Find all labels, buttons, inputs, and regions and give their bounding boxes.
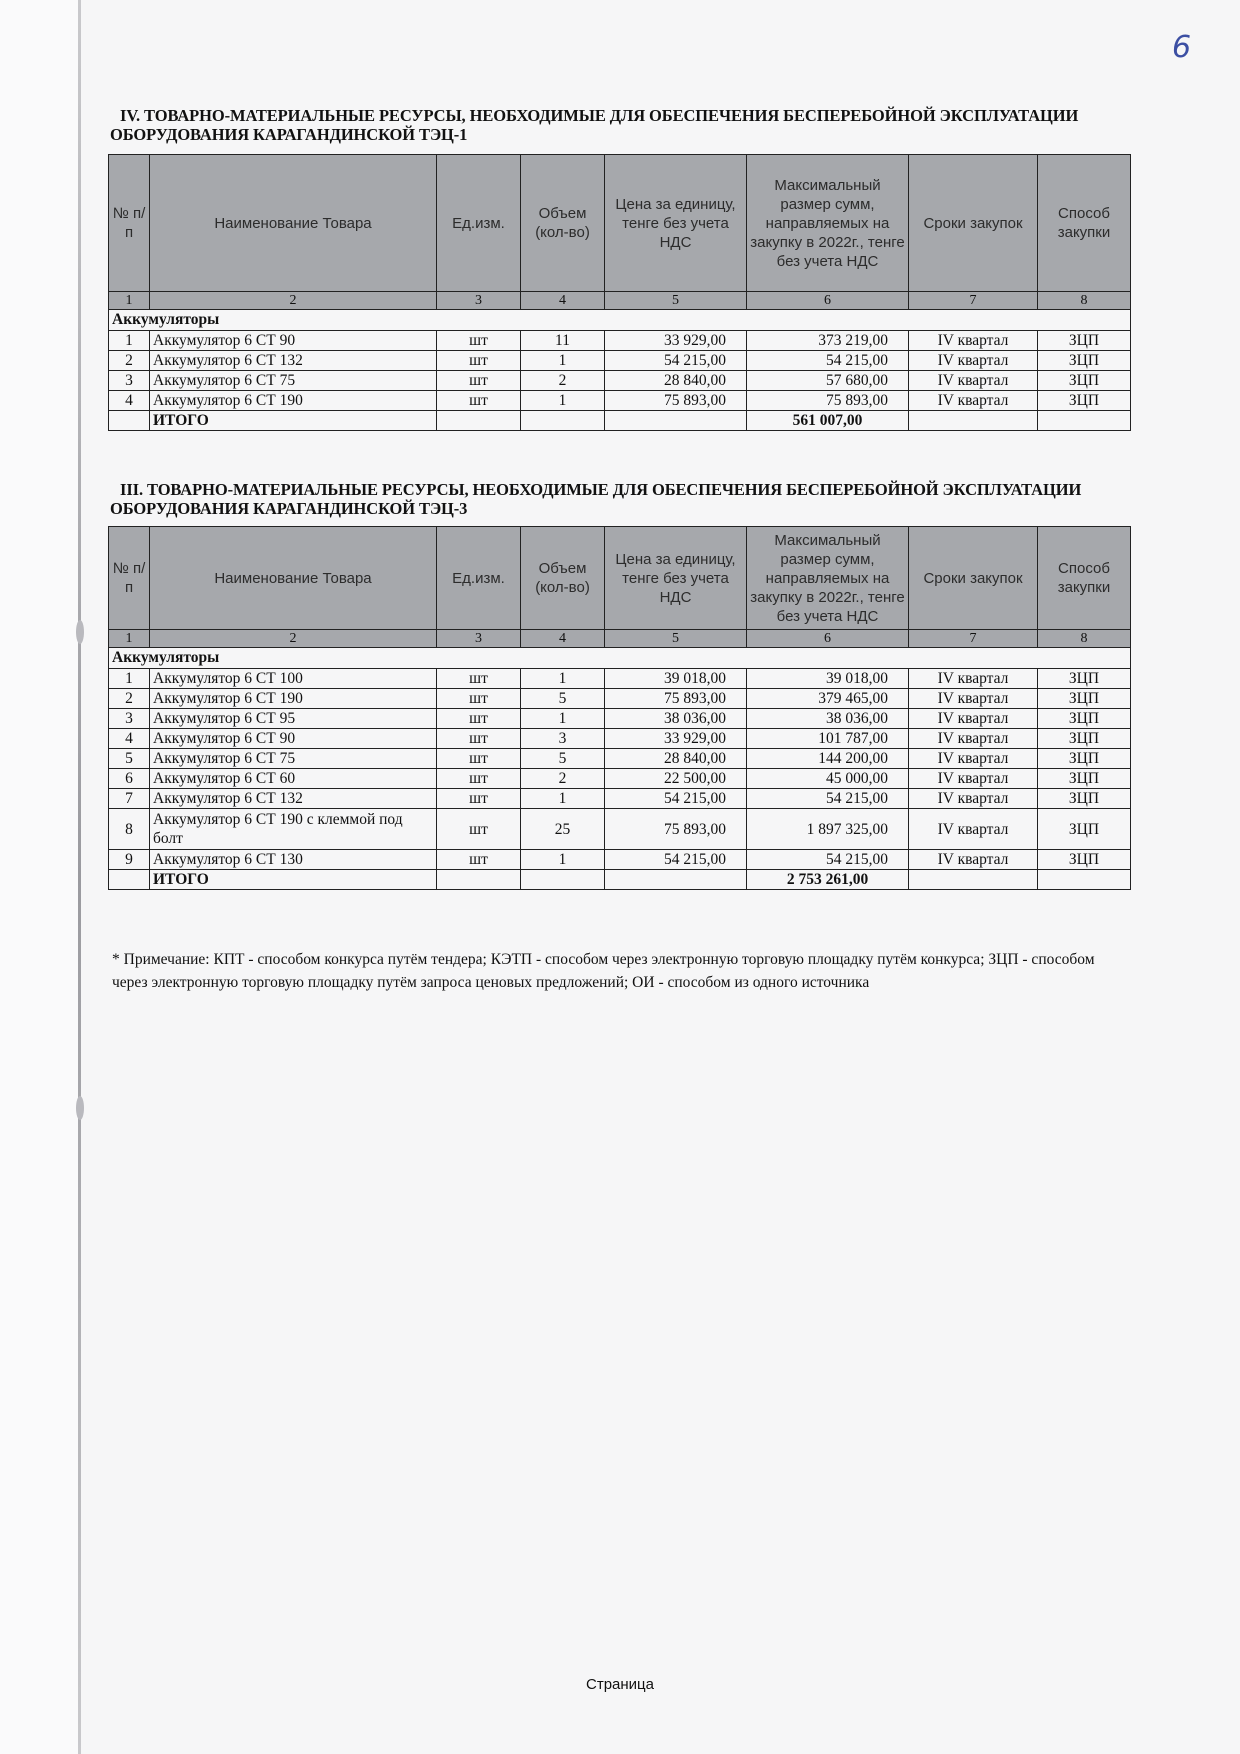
column-number: 3 <box>437 630 521 648</box>
cell-sum: 101 787,00 <box>747 729 909 749</box>
empty-cell <box>909 870 1038 890</box>
cell-price: 33 929,00 <box>605 729 747 749</box>
total-value: 2 753 261,00 <box>747 870 909 890</box>
empty-cell <box>521 870 605 890</box>
column-number: 7 <box>909 630 1038 648</box>
cell-method: ЗЦП <box>1038 669 1131 689</box>
cell-sum: 75 893,00 <box>747 391 909 411</box>
handwritten-page-number: 6 <box>1172 30 1192 65</box>
cell-no: 4 <box>109 729 150 749</box>
cell-term: IV квартал <box>909 789 1038 809</box>
total-label: ИТОГО <box>150 411 437 431</box>
cell-price: 75 893,00 <box>605 391 747 411</box>
cell-qty: 25 <box>521 809 605 850</box>
cell-term: IV квартал <box>909 689 1038 709</box>
total-value: 561 007,00 <box>747 411 909 431</box>
col-header-terms: Сроки закупок <box>909 527 1038 630</box>
cell-sum: 39 018,00 <box>747 669 909 689</box>
cell-qty: 1 <box>521 709 605 729</box>
cell-method: ЗЦП <box>1038 789 1131 809</box>
cell-name: Аккумулятор 6 СТ 100 <box>150 669 437 689</box>
cell-no: 2 <box>109 351 150 371</box>
table2-header-row <box>109 527 1131 630</box>
group-row <box>109 310 1131 331</box>
cell-qty: 2 <box>521 769 605 789</box>
cell-no: 8 <box>109 809 150 850</box>
cell-name: Аккумулятор 6 СТ 75 <box>150 371 437 391</box>
cell-term: IV квартал <box>909 769 1038 789</box>
page-margin <box>0 0 78 1754</box>
total-label: ИТОГО <box>150 870 437 890</box>
cell-sum: 45 000,00 <box>747 769 909 789</box>
cell-no: 5 <box>109 749 150 769</box>
empty-cell <box>437 411 521 431</box>
table-row <box>109 709 1131 729</box>
column-number: 8 <box>1038 630 1131 648</box>
col-header-unit: Ед.изм. <box>437 155 521 292</box>
cell-no: 6 <box>109 769 150 789</box>
cell-term: IV квартал <box>909 850 1038 870</box>
cell-method: ЗЦП <box>1038 749 1131 769</box>
col-header-price: Цена за единицу, тенге без учета НДС <box>605 527 747 630</box>
cell-sum: 54 215,00 <box>747 351 909 371</box>
column-number: 5 <box>605 630 747 648</box>
cell-term: IV квартал <box>909 729 1038 749</box>
table-row <box>109 769 1131 789</box>
cell-unit: шт <box>437 749 521 769</box>
col-header-qty: Объем (кол-во) <box>521 155 605 292</box>
cell-method: ЗЦП <box>1038 709 1131 729</box>
page-edge <box>78 0 81 1754</box>
punch-hole <box>76 620 84 644</box>
cell-price: 75 893,00 <box>605 689 747 709</box>
cell-term: IV квартал <box>909 331 1038 351</box>
col-header-unit: Ед.изм. <box>437 527 521 630</box>
cell-qty: 5 <box>521 689 605 709</box>
column-number: 3 <box>437 292 521 310</box>
cell-price: 54 215,00 <box>605 351 747 371</box>
cell-name: Аккумулятор 6 СТ 90 <box>150 331 437 351</box>
cell-price: 22 500,00 <box>605 769 747 789</box>
cell-qty: 1 <box>521 351 605 371</box>
cell-unit: шт <box>437 391 521 411</box>
empty-cell <box>1038 411 1131 431</box>
column-number: 6 <box>747 630 909 648</box>
empty-cell <box>1038 870 1131 890</box>
cell-unit: шт <box>437 371 521 391</box>
cell-term: IV квартал <box>909 351 1038 371</box>
column-number: 2 <box>150 630 437 648</box>
cell-name: Аккумулятор 6 СТ 132 <box>150 789 437 809</box>
cell-name: Аккумулятор 6 СТ 190 <box>150 391 437 411</box>
empty-cell <box>605 870 747 890</box>
cell-no: 9 <box>109 850 150 870</box>
table1-title: IV. ТОВАРНО-МАТЕРИАЛЬНЫЕ РЕСУРСЫ, НЕОБХОДИМЫЕ ДЛЯ ОБЕСПЕЧЕНИЯ БЕСПЕРЕБОЙНОЙ ЭКСПЛУАТАЦИИ ОБОРУДОВАНИЯ КАРАГАНДИНСКОЙ ТЭЦ-1 <box>110 106 1079 144</box>
column-number: 1 <box>109 630 150 648</box>
group-row <box>109 648 1131 669</box>
cell-no: 7 <box>109 789 150 809</box>
table-row <box>109 809 1131 850</box>
cell-unit: шт <box>437 769 521 789</box>
cell-price: 54 215,00 <box>605 850 747 870</box>
empty-cell <box>437 870 521 890</box>
cell-term: IV квартал <box>909 391 1038 411</box>
cell-unit: шт <box>437 331 521 351</box>
col-header-qty: Объем (кол-во) <box>521 527 605 630</box>
cell-qty: 1 <box>521 789 605 809</box>
cell-no: 1 <box>109 331 150 351</box>
cell-sum: 38 036,00 <box>747 709 909 729</box>
cell-name: Аккумулятор 6 СТ 95 <box>150 709 437 729</box>
cell-method: ЗЦП <box>1038 809 1131 850</box>
cell-sum: 373 219,00 <box>747 331 909 351</box>
cell-name: Аккумулятор 6 СТ 130 <box>150 850 437 870</box>
cell-qty: 2 <box>521 371 605 391</box>
group-label: Аккумуляторы <box>109 310 1131 331</box>
cell-method: ЗЦП <box>1038 331 1131 351</box>
table2-title: III. ТОВАРНО-МАТЕРИАЛЬНЫЕ РЕСУРСЫ, НЕОБХОДИМЫЕ ДЛЯ ОБЕСПЕЧЕНИЯ БЕСПЕРЕБОЙНОЙ ЭКСПЛУАТАЦИИ ОБОРУДОВАНИЯ КАРАГАНДИНСКОЙ ТЭЦ-3 <box>110 480 1082 518</box>
cell-sum: 54 215,00 <box>747 850 909 870</box>
cell-qty: 11 <box>521 331 605 351</box>
table-row <box>109 391 1131 411</box>
cell-unit: шт <box>437 689 521 709</box>
cell-sum: 144 200,00 <box>747 749 909 769</box>
table-row <box>109 749 1131 769</box>
cell-method: ЗЦП <box>1038 729 1131 749</box>
col-header-name: Наименование Товара <box>150 527 437 630</box>
cell-no: 2 <box>109 689 150 709</box>
punch-hole <box>76 1096 84 1120</box>
cell-sum: 379 465,00 <box>747 689 909 709</box>
column-number: 6 <box>747 292 909 310</box>
column-number: 2 <box>150 292 437 310</box>
cell-unit: шт <box>437 850 521 870</box>
cell-term: IV квартал <box>909 749 1038 769</box>
cell-sum: 1 897 325,00 <box>747 809 909 850</box>
table-row <box>109 729 1131 749</box>
col-header-terms: Сроки закупок <box>909 155 1038 292</box>
cell-price: 28 840,00 <box>605 749 747 769</box>
cell-term: IV квартал <box>909 371 1038 391</box>
column-number: 4 <box>521 292 605 310</box>
col-header-max-sum: Максимальный размер сумм, направляемых на закупку в 2022г., тенге без учета НДС <box>747 155 909 292</box>
cell-term: IV квартал <box>909 709 1038 729</box>
cell-no: 4 <box>109 391 150 411</box>
cell-qty: 3 <box>521 729 605 749</box>
column-number-row <box>109 292 1131 310</box>
group-label: Аккумуляторы <box>109 648 1131 669</box>
table1 <box>108 154 1131 431</box>
cell-term: IV квартал <box>909 809 1038 850</box>
empty-cell <box>909 411 1038 431</box>
cell-unit: шт <box>437 669 521 689</box>
cell-no: 3 <box>109 371 150 391</box>
cell-method: ЗЦП <box>1038 689 1131 709</box>
col-header-method: Способ закупки <box>1038 155 1131 292</box>
empty-cell <box>521 411 605 431</box>
cell-price: 39 018,00 <box>605 669 747 689</box>
col-header-name: Наименование Товара <box>150 155 437 292</box>
column-number: 7 <box>909 292 1038 310</box>
table-row <box>109 669 1131 689</box>
cell-unit: шт <box>437 709 521 729</box>
cell-qty: 1 <box>521 391 605 411</box>
column-number: 5 <box>605 292 747 310</box>
cell-name: Аккумулятор 6 СТ 60 <box>150 769 437 789</box>
cell-name: Аккумулятор 6 СТ 190 с клеммой под болт <box>150 809 437 850</box>
column-number: 4 <box>521 630 605 648</box>
cell-sum: 57 680,00 <box>747 371 909 391</box>
cell-no: 3 <box>109 709 150 729</box>
cell-name: Аккумулятор 6 СТ 132 <box>150 351 437 371</box>
cell-name: Аккумулятор 6 СТ 75 <box>150 749 437 769</box>
cell-qty: 1 <box>521 850 605 870</box>
cell-method: ЗЦП <box>1038 769 1131 789</box>
col-header-max-sum: Максимальный размер сумм, направляемых на закупку в 2022г., тенге без учета НДС <box>747 527 909 630</box>
page-footer: Страница <box>586 1676 654 1693</box>
col-header-no: № п/п <box>109 155 150 292</box>
table-row <box>109 789 1131 809</box>
footnote: * Примечание: КПТ - способом конкурса путём тендера; КЭТП - способом через электронную торговую площадку путём конкурса; ЗЦП - способом через электронную торговую площадку путём запроса ценовых предложений; ОИ - способом из одного источника <box>112 951 1095 991</box>
table-row <box>109 351 1131 371</box>
table2 <box>108 526 1131 890</box>
cell-unit: шт <box>437 351 521 371</box>
table-row <box>109 331 1131 351</box>
empty-cell <box>109 411 150 431</box>
empty-cell <box>109 870 150 890</box>
cell-term: IV квартал <box>909 669 1038 689</box>
cell-unit: шт <box>437 789 521 809</box>
table-row <box>109 850 1131 870</box>
cell-price: 38 036,00 <box>605 709 747 729</box>
cell-sum: 54 215,00 <box>747 789 909 809</box>
cell-price: 75 893,00 <box>605 809 747 850</box>
column-number-row <box>109 630 1131 648</box>
cell-price: 28 840,00 <box>605 371 747 391</box>
col-header-price: Цена за единицу, тенге без учета НДС <box>605 155 747 292</box>
total-row <box>109 411 1131 431</box>
cell-qty: 1 <box>521 669 605 689</box>
col-header-method: Способ закупки <box>1038 527 1131 630</box>
cell-no: 1 <box>109 669 150 689</box>
cell-method: ЗЦП <box>1038 391 1131 411</box>
table-row <box>109 371 1131 391</box>
cell-qty: 5 <box>521 749 605 769</box>
table1-header-row <box>109 155 1131 292</box>
col-header-no: № п/п <box>109 527 150 630</box>
cell-unit: шт <box>437 729 521 749</box>
cell-name: Аккумулятор 6 СТ 90 <box>150 729 437 749</box>
cell-price: 33 929,00 <box>605 331 747 351</box>
column-number: 8 <box>1038 292 1131 310</box>
cell-name: Аккумулятор 6 СТ 190 <box>150 689 437 709</box>
total-row <box>109 870 1131 890</box>
cell-method: ЗЦП <box>1038 371 1131 391</box>
cell-method: ЗЦП <box>1038 351 1131 371</box>
cell-unit: шт <box>437 809 521 850</box>
column-number: 1 <box>109 292 150 310</box>
cell-method: ЗЦП <box>1038 850 1131 870</box>
cell-price: 54 215,00 <box>605 789 747 809</box>
table-row <box>109 689 1131 709</box>
empty-cell <box>605 411 747 431</box>
